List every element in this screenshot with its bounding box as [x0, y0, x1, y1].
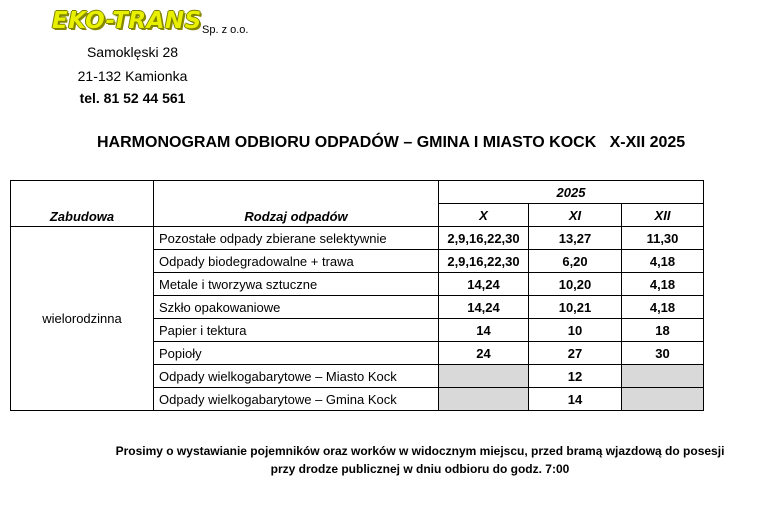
zabudowa-cell: wielorodzinna [11, 227, 154, 411]
company-street: Samoklęski 28 [86, 44, 179, 60]
dates-xii-cell: 30 [622, 342, 704, 365]
waste-type-cell: Metale i tworzywa sztuczne [154, 273, 439, 296]
dates-xi-cell: 10,21 [529, 296, 622, 319]
header-rodzaj-odpadow: Rodzaj odpadów [154, 181, 439, 227]
dates-xii-cell-empty [622, 388, 704, 411]
dates-x-cell: 14,24 [439, 273, 529, 296]
dates-xi-cell: 10 [529, 319, 622, 342]
dates-x-cell: 2,9,16,22,30 [439, 250, 529, 273]
dates-xi-cell: 14 [529, 388, 622, 411]
waste-type-cell: Odpady wielkogabarytowe – Miasto Kock [154, 365, 439, 388]
header-zabudowa: Zabudowa [11, 181, 154, 227]
waste-type-cell: Odpady wielkogabarytowe – Gmina Kock [154, 388, 439, 411]
dates-x-cell: 2,9,16,22,30 [439, 227, 529, 250]
header-month-xi: XI [529, 204, 622, 227]
header-month-xii: XII [622, 204, 704, 227]
waste-type-cell: Szkło opakowaniowe [154, 296, 439, 319]
dates-xii-cell-empty [622, 365, 704, 388]
header-year: 2025 [439, 181, 704, 204]
table-row [11, 227, 704, 250]
company-legal-form: Sp. z o.o. [202, 24, 249, 36]
waste-type-cell: Pozostałe odpady zbierane selektywnie [154, 227, 439, 250]
waste-type-cell: Odpady biodegradowalne + trawa [154, 250, 439, 273]
dates-xii-cell: 11,30 [622, 227, 704, 250]
dates-xii-cell: 4,18 [622, 273, 704, 296]
dates-x-cell-empty [439, 388, 529, 411]
dates-x-cell: 24 [439, 342, 529, 365]
page-title: HARMONOGRAM ODBIORU ODPADÓW – GMINA I MIASTO KOCK X-XII 2025 [97, 134, 686, 151]
dates-xi-cell: 13,27 [529, 227, 622, 250]
waste-type-cell: Papier i tektura [154, 319, 439, 342]
dates-xi-cell: 12 [529, 365, 622, 388]
waste-type-cell: Popioły [154, 342, 439, 365]
company-city: 21-132 Kamionka [77, 68, 188, 84]
schedule-table [10, 180, 704, 411]
header-month-x: X [439, 204, 529, 227]
dates-xii-cell: 4,18 [622, 250, 704, 273]
notice-line-1: Prosimy o wystawianie pojemników oraz worków w widocznym miejscu, przed bramą wjazdową do posesji [115, 444, 725, 458]
dates-xi-cell: 10,20 [529, 273, 622, 296]
dates-x-cell: 14 [439, 319, 529, 342]
notice-line-2: przy drodze publicznej w dniu odbioru do godz. 7:00 [270, 462, 570, 476]
dates-xi-cell: 6,20 [529, 250, 622, 273]
dates-xii-cell: 18 [622, 319, 704, 342]
company-phone: tel. 81 52 44 561 [79, 90, 186, 106]
company-logo: EKO-TRANS [52, 8, 202, 34]
dates-xii-cell: 4,18 [622, 296, 704, 319]
dates-x-cell: 14,24 [439, 296, 529, 319]
dates-x-cell-empty [439, 365, 529, 388]
dates-xi-cell: 27 [529, 342, 622, 365]
